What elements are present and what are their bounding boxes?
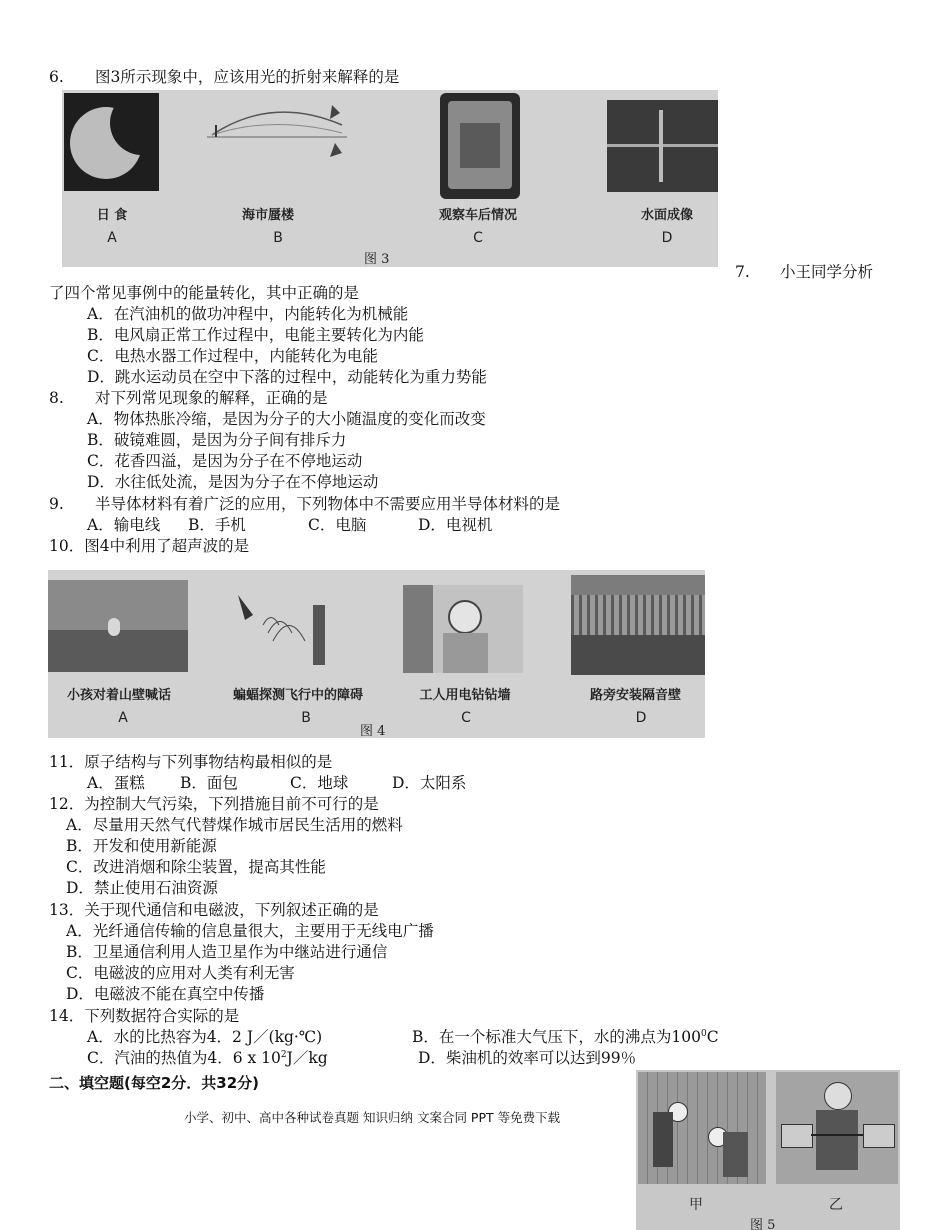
figure-3-letter-d: D xyxy=(661,230,673,246)
figure-3-panel-eclipse xyxy=(64,93,159,191)
figure-5-right-label: 乙 xyxy=(829,1197,843,1213)
figure-3-panel-reflection xyxy=(607,100,718,192)
figure-4-letter-a: A xyxy=(118,710,128,726)
figure-3 xyxy=(62,90,718,267)
figure-4-panel-soundwall xyxy=(571,575,705,675)
q7-option-c: C．电热水器工作过程中，内能转化为电能 xyxy=(87,347,378,365)
figure-3-letter-a: A xyxy=(107,230,117,246)
figure-3-caption-a: 日 食 xyxy=(96,208,128,223)
q13-option-d: D．电磁波不能在真空中传播 xyxy=(66,985,265,1003)
figure-4-panel-drill xyxy=(403,585,523,673)
figure-4-panel-bat xyxy=(223,575,333,670)
figure-3-caption-d: 水面成像 xyxy=(640,208,693,223)
q9-option-a: A．输电线 xyxy=(87,516,161,534)
figure-3-panel-mirror xyxy=(440,93,520,199)
figure-4-caption-c: 工人用电钻钻墙 xyxy=(419,688,511,703)
q13-option-c: C．电磁波的应用对人类有利无害 xyxy=(66,964,295,982)
figure-4-panel-mountain xyxy=(48,580,188,672)
q12-option-d: D．禁止使用石油资源 xyxy=(66,879,218,897)
eclipse-image xyxy=(64,93,159,191)
q14-option-c-text: C．汽油的热值为4．6 x 10 xyxy=(87,1049,281,1067)
q7-option-d: D．跳水运动员在空中下落的过程中，动能转化为重力势能 xyxy=(87,368,487,386)
q12-text: 12．为控制大气污染，下列措施目前不可行的是 xyxy=(49,795,379,813)
q8-text: 对下列常见现象的解释，正确的是 xyxy=(95,389,328,407)
figure-4-caption-b: 蝙蝠探测飞行中的障碍 xyxy=(232,688,363,703)
figure-5 xyxy=(636,1070,900,1230)
q9-option-d: D．电视机 xyxy=(418,516,493,534)
figure-3-caption-c: 观察车后情况 xyxy=(438,208,517,223)
figure-5-panel-left xyxy=(638,1072,766,1184)
q14-option-c xyxy=(87,1048,328,1069)
q10-text: 10．图4中利用了超声波的是 xyxy=(49,537,250,555)
q14-option-c-unit: J／kg xyxy=(286,1049,328,1067)
figure-3-letter-c: C xyxy=(473,230,483,246)
q12-option-b: B．开发和使用新能源 xyxy=(66,837,217,855)
q12-option-a: A．尽量用天然气代替煤作城市居民生活用的燃料 xyxy=(66,816,403,834)
q14-text: 14．下列数据符合实际的是 xyxy=(49,1007,240,1025)
figure-3-letter-b: B xyxy=(273,230,283,246)
q14-option-d: D．柴油机的效率可以达到99％ xyxy=(418,1049,637,1067)
q6-number: 6. xyxy=(49,68,64,86)
bat-image xyxy=(223,575,333,670)
q7-option-a: A．在汽油机的做功冲程中，内能转化为机械能 xyxy=(87,305,409,323)
q8-option-b: B．破镜难圆，是因为分子间有排斥力 xyxy=(87,431,347,449)
q8-option-a: A．物体热胀冷缩，是因为分子的大小随温度的变化而改变 xyxy=(87,410,486,428)
q14-option-b xyxy=(412,1027,719,1048)
figure-4-caption-a: 小孩对着山壁喊话 xyxy=(66,688,171,703)
figure-3-caption-b: 海市蜃楼 xyxy=(241,208,294,223)
figure-5-label: 图 5 xyxy=(750,1218,776,1230)
q7-text-tail: 小王同学分析 xyxy=(780,263,874,281)
q13-text: 13．关于现代通信和电磁波，下列叙述正确的是 xyxy=(49,901,379,919)
q11-option-a: A．蛋糕 xyxy=(87,774,145,792)
q11-option-c: C．地球 xyxy=(290,774,349,792)
q14-option-b-unit: C xyxy=(706,1028,719,1046)
figure-5-panel-right xyxy=(776,1072,898,1184)
q11-option-b: B．面包 xyxy=(180,774,238,792)
q8-option-c: C．花香四溢，是因为分子在不停地运动 xyxy=(87,452,363,470)
mirage-image xyxy=(202,95,352,175)
q14-option-c-superscript: 2 xyxy=(280,1049,287,1060)
figure-4 xyxy=(48,570,705,738)
figure-4-letter-d: D xyxy=(635,710,647,726)
q14-option-a: A．水的比热容为4．2 J／(kg·℃) xyxy=(87,1028,323,1046)
q12-option-c: C．改进消烟和除尘装置，提高其性能 xyxy=(66,858,326,876)
q7-text: 了四个常见事例中的能量转化，其中正确的是 xyxy=(49,284,360,302)
footer-text: 小学、初中、高中各种试卷真题 知识归纳 文案合同 PPT 等免费下载 xyxy=(184,1110,561,1125)
q8-option-d: D．水往低处流，是因为分子在不停地运动 xyxy=(87,473,379,491)
q6-text: 图3所示现象中，应该用光的折射来解释的是 xyxy=(95,68,400,86)
q8-number: 8. xyxy=(49,389,64,407)
section-2-heading: 二、填空题(每空2分．共32分) xyxy=(49,1074,260,1092)
figure-4-letter-b: B xyxy=(301,710,311,726)
q9-option-c: C．电脑 xyxy=(308,516,367,534)
q11-text: 11．原子结构与下列事物结构最相似的是 xyxy=(49,753,333,771)
q7-number: 7. xyxy=(735,263,750,281)
q14-option-b-superscript: 0 xyxy=(700,1028,707,1039)
q9-text: 半导体材料有着广泛的应用，下列物体中不需要应用半导体材料的是 xyxy=(95,495,561,513)
q9-option-b: B．手机 xyxy=(188,516,246,534)
q11-option-d: D．太阳系 xyxy=(392,774,467,792)
figure-4-letter-c: C xyxy=(461,710,471,726)
figure-4-label: 图 4 xyxy=(360,724,386,738)
q14-option-b-text: B．在一个标准大气压下，水的沸点为100 xyxy=(412,1028,701,1046)
figure-4-caption-d: 路旁安装隔音壁 xyxy=(589,688,681,703)
figure-3-panel-mirage xyxy=(202,95,352,175)
figure-5-left-label: 甲 xyxy=(689,1197,703,1213)
q9-number: 9. xyxy=(49,495,64,513)
q13-option-a: A．光纤通信传输的信息量很大，主要用于无线电广播 xyxy=(66,922,434,940)
q13-option-b: B．卫星通信利用人造卫星作为中继站进行通信 xyxy=(66,943,388,961)
q7-option-b: B．电风扇正常工作过程中，电能主要转化为内能 xyxy=(87,326,424,344)
figure-3-label: 图 3 xyxy=(364,252,390,267)
